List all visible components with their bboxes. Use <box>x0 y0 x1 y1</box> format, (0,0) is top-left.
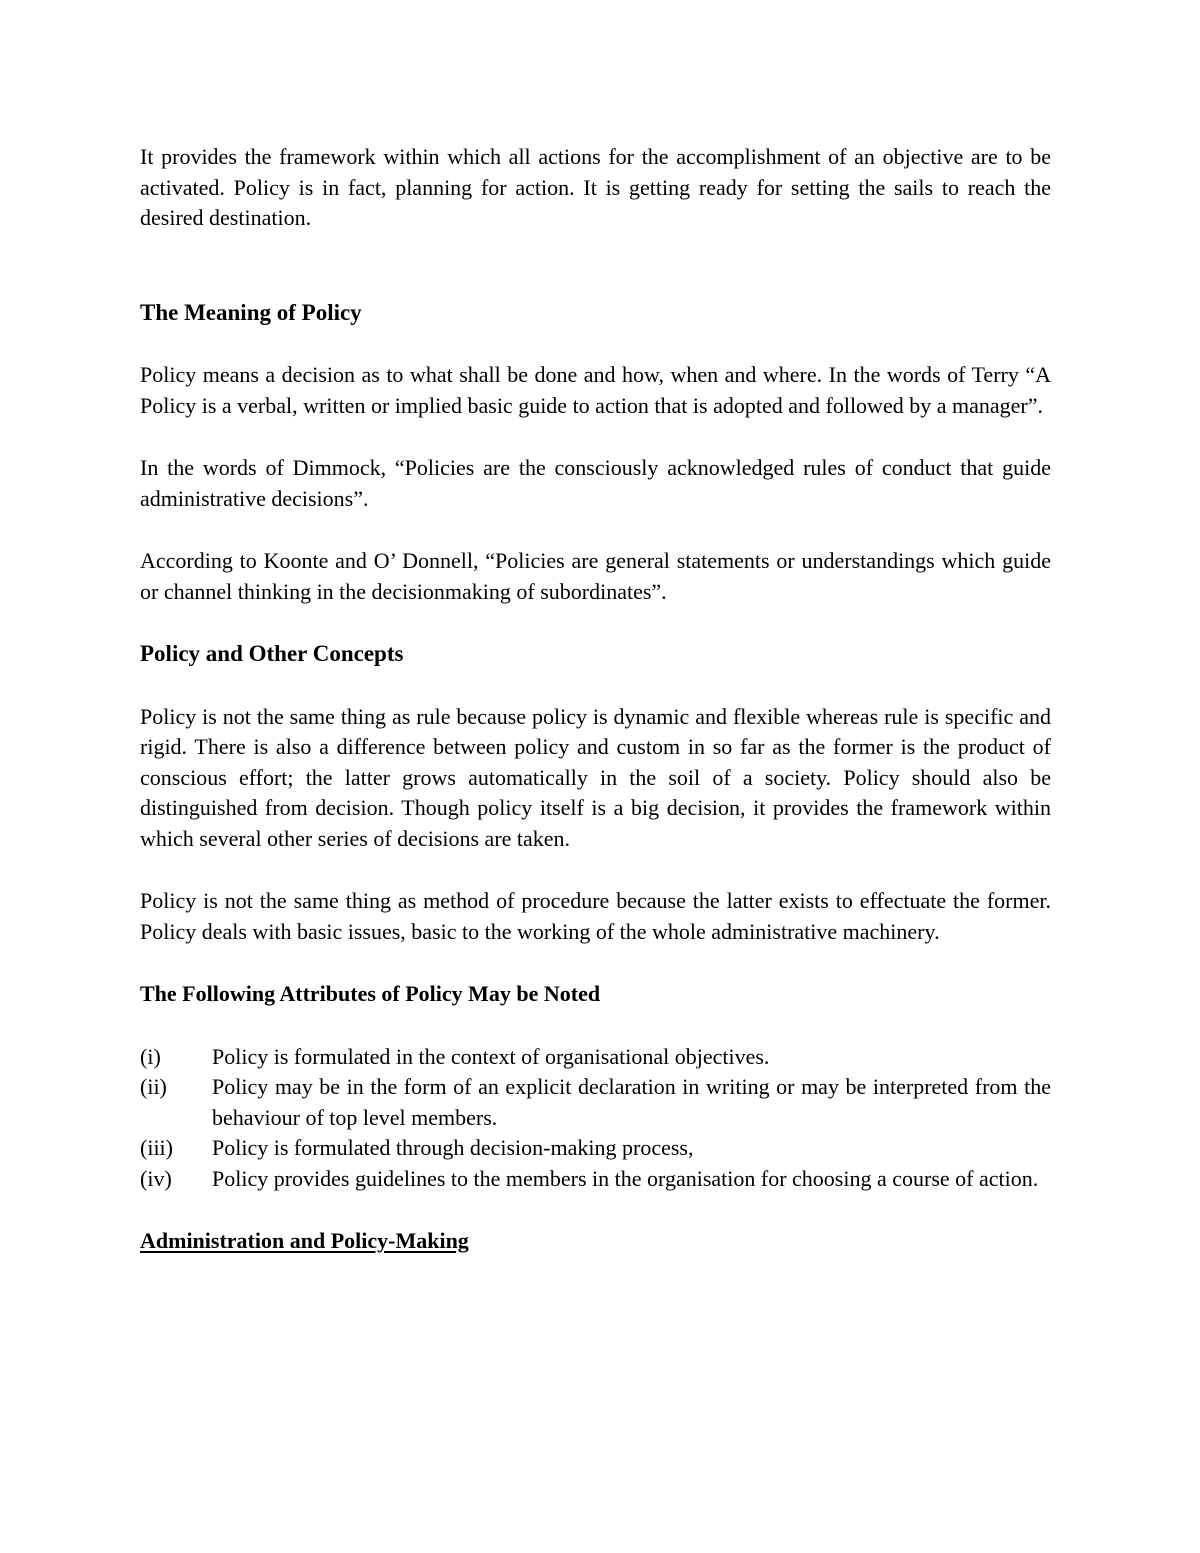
document-body <box>140 142 1051 1257</box>
list-item-number: (ii) <box>140 1074 167 1099</box>
list-item-text: Policy is formulated through decision-making process, <box>212 1135 694 1160</box>
heading-policy-other-concepts: Policy and Other Concepts <box>140 641 404 666</box>
meaning-paragraph-koonte: According to Koonte and O’ Donnell, “Policies are general statements or understandings which guide or channel thinking in the decisionmaking of subordinates”. <box>140 548 1051 604</box>
list-item-text: Policy may be in the form of an explicit declaration in writing or may be interpreted from the behaviour of top level members. <box>212 1074 1051 1130</box>
heading-administration-policy-making: Administration and Policy-Making <box>140 1228 469 1253</box>
concepts-paragraph-rule: Policy is not the same thing as rule because policy is dynamic and flexible whereas rule is specific and rigid. There is also a difference between policy and custom in so far as the former is the product of conscious effort; the latter grows automatically in the soil of a society. Policy should also be distinguished from decision. Though policy itself is a big decision, it provides the framework within which several other series of decisions are taken. <box>140 703 1051 851</box>
list-item <box>140 1133 1051 1164</box>
list-item-number: (iii) <box>140 1135 173 1160</box>
list-item-text: Policy provides guidelines to the members in the organisation for choosing a course of action. <box>212 1165 1039 1191</box>
list-item-number: (i) <box>140 1043 161 1069</box>
heading-meaning-of-policy: The Meaning of Policy <box>140 299 362 325</box>
meaning-paragraph-terry: Policy means a decision as to what shall be done and how, when and where. In the words of Terry “A Policy is a verbal, written or implied basic guide to action that is adopted and followed by a manager”. <box>140 362 1051 418</box>
meaning-paragraph-dimmock: In the words of Dimmock, “Policies are the consciously acknowledged rules of conduct that guide administrative decisions”. <box>140 455 1051 511</box>
list-item-number: (iv) <box>140 1165 172 1191</box>
attributes-list <box>140 1042 1051 1195</box>
list-item <box>140 1042 1051 1073</box>
list-item-text: Policy is formulated in the context of organisational objectives. <box>212 1043 770 1069</box>
intro-paragraph: It provides the framework within which all actions for the accomplishment of an objective are to be activated. Policy is in fact, planning for action. It is getting ready for setting the sails to reach the desired destination. <box>140 144 1051 230</box>
heading-attributes-of-policy: The Following Attributes of Policy May be Noted <box>140 981 601 1006</box>
concepts-paragraph-procedure: Policy is not the same thing as method of procedure because the latter exists to effectuate the former. Policy deals with basic issues, basic to the working of the whole administrative machinery. <box>140 888 1051 944</box>
list-item <box>140 1072 1051 1133</box>
list-item <box>140 1164 1051 1195</box>
